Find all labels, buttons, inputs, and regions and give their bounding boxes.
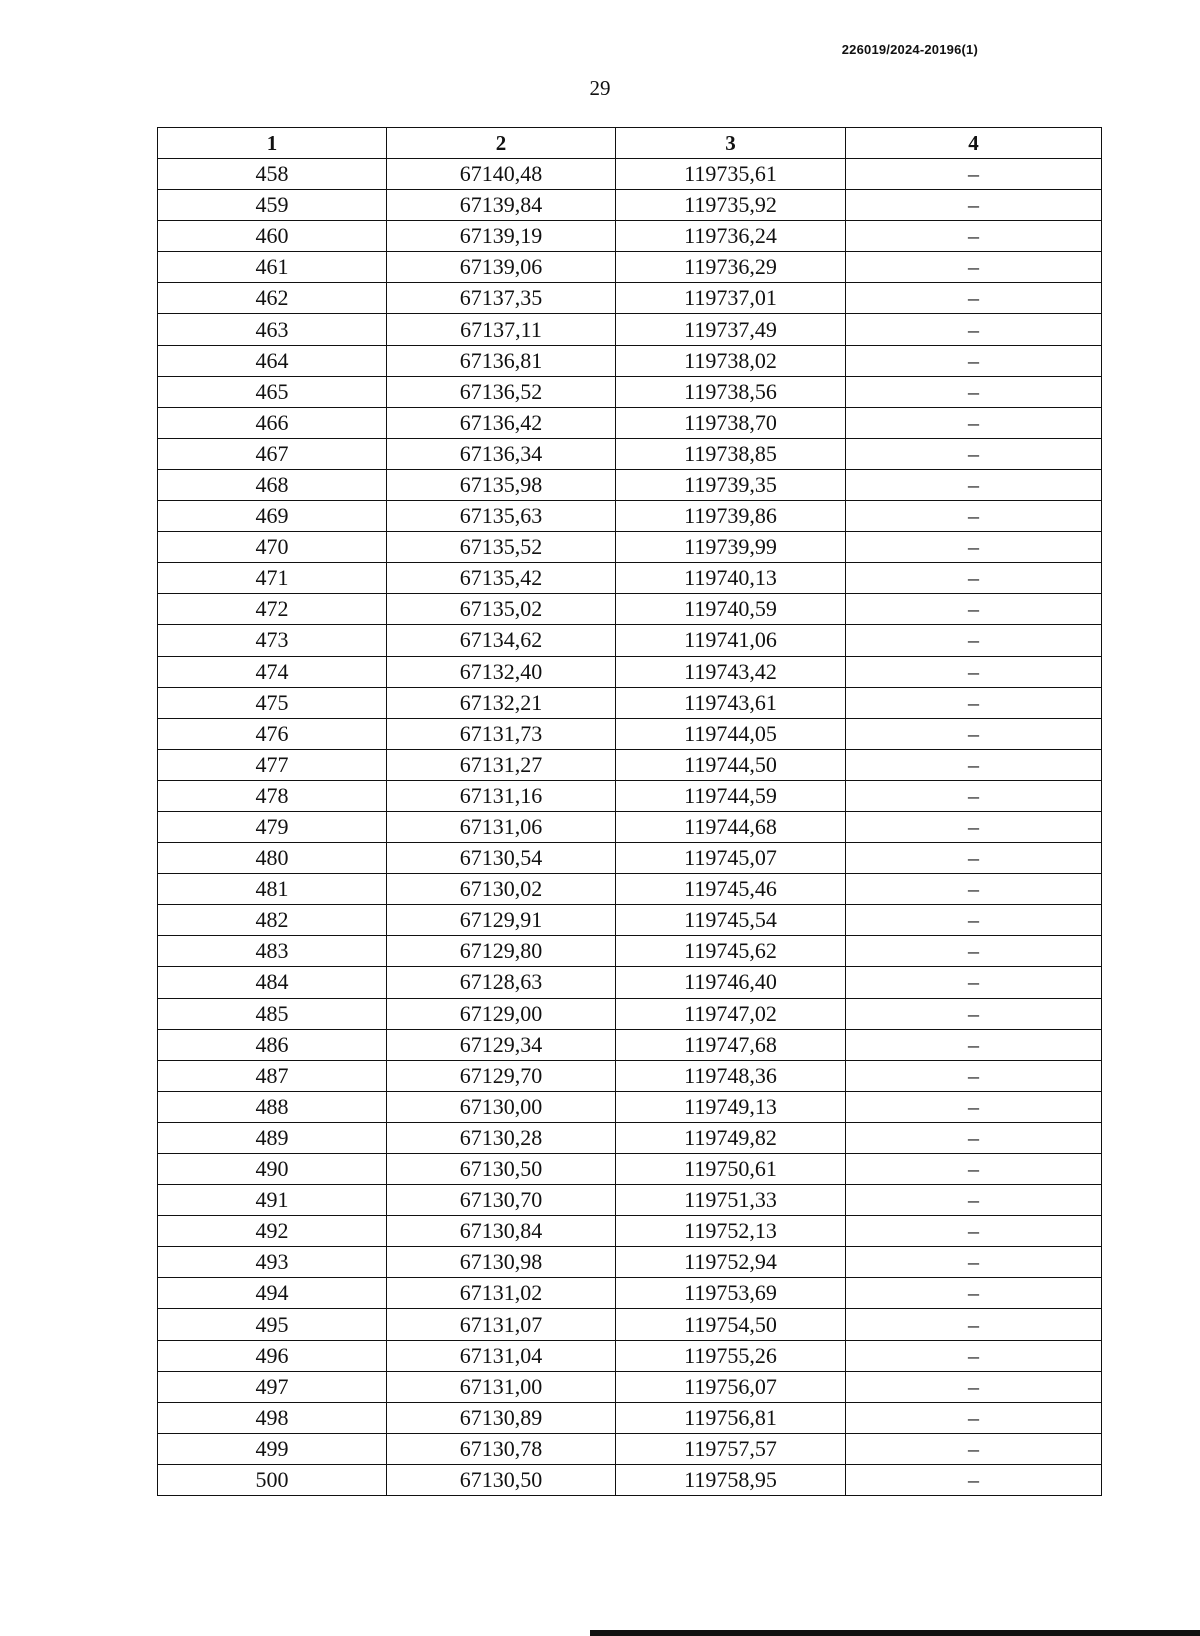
- x-coordinate-cell: 67137,35: [387, 283, 616, 314]
- note-cell: –: [846, 501, 1102, 532]
- table-row: [158, 967, 1102, 998]
- table-row: [158, 687, 1102, 718]
- table-body: [158, 159, 1102, 1496]
- x-coordinate-cell: 67130,28: [387, 1122, 616, 1153]
- note-cell: –: [846, 252, 1102, 283]
- x-coordinate-cell: 67134,62: [387, 625, 616, 656]
- note-cell: –: [846, 1185, 1102, 1216]
- y-coordinate-cell: 119753,69: [616, 1278, 846, 1309]
- table-row: [158, 1122, 1102, 1153]
- x-coordinate-cell: 67131,27: [387, 749, 616, 780]
- note-cell: –: [846, 407, 1102, 438]
- x-coordinate-cell: 67129,91: [387, 905, 616, 936]
- x-coordinate-cell: 67137,11: [387, 314, 616, 345]
- x-coordinate-cell: 67135,02: [387, 594, 616, 625]
- x-coordinate-cell: 67129,34: [387, 1029, 616, 1060]
- x-coordinate-cell: 67130,98: [387, 1247, 616, 1278]
- point-number-cell: 487: [158, 1060, 387, 1091]
- table-row: [158, 1464, 1102, 1495]
- note-cell: –: [846, 967, 1102, 998]
- table-row: [158, 283, 1102, 314]
- point-number-cell: 459: [158, 190, 387, 221]
- x-coordinate-cell: 67130,70: [387, 1185, 616, 1216]
- table-row: [158, 314, 1102, 345]
- point-number-cell: 490: [158, 1154, 387, 1185]
- y-coordinate-cell: 119743,42: [616, 656, 846, 687]
- table-row: [158, 1185, 1102, 1216]
- y-coordinate-cell: 119749,82: [616, 1122, 846, 1153]
- page-number: 29: [589, 76, 611, 100]
- x-coordinate-cell: 67135,63: [387, 501, 616, 532]
- note-cell: –: [846, 221, 1102, 252]
- y-coordinate-cell: 119739,99: [616, 532, 846, 563]
- table-row: [158, 407, 1102, 438]
- note-cell: –: [846, 190, 1102, 221]
- point-number-cell: 470: [158, 532, 387, 563]
- table-row: [158, 376, 1102, 407]
- point-number-cell: 499: [158, 1433, 387, 1464]
- table-row: [158, 874, 1102, 905]
- table-row: [158, 190, 1102, 221]
- y-coordinate-cell: 119738,85: [616, 438, 846, 469]
- coordinates-table: [157, 127, 1102, 1496]
- table-row: [158, 843, 1102, 874]
- x-coordinate-cell: 67135,52: [387, 532, 616, 563]
- point-number-cell: 496: [158, 1340, 387, 1371]
- x-coordinate-cell: 67130,50: [387, 1154, 616, 1185]
- point-number-cell: 472: [158, 594, 387, 625]
- x-coordinate-cell: 67129,80: [387, 936, 616, 967]
- y-coordinate-cell: 119744,68: [616, 811, 846, 842]
- y-coordinate-cell: 119750,61: [616, 1154, 846, 1185]
- x-coordinate-cell: 67139,06: [387, 252, 616, 283]
- table-row: [158, 501, 1102, 532]
- note-cell: –: [846, 1029, 1102, 1060]
- x-coordinate-cell: 67136,52: [387, 376, 616, 407]
- x-coordinate-cell: 67131,04: [387, 1340, 616, 1371]
- table-row: [158, 532, 1102, 563]
- point-number-cell: 460: [158, 221, 387, 252]
- y-coordinate-cell: 119738,70: [616, 407, 846, 438]
- y-coordinate-cell: 119745,62: [616, 936, 846, 967]
- x-coordinate-cell: 67131,16: [387, 780, 616, 811]
- note-cell: –: [846, 1464, 1102, 1495]
- y-coordinate-cell: 119736,24: [616, 221, 846, 252]
- table-row: [158, 221, 1102, 252]
- note-cell: –: [846, 1060, 1102, 1091]
- table-row: [158, 1216, 1102, 1247]
- column-header-4: 4: [846, 128, 1102, 159]
- table-row: [158, 1309, 1102, 1340]
- note-cell: –: [846, 843, 1102, 874]
- note-cell: –: [846, 1433, 1102, 1464]
- note-cell: –: [846, 314, 1102, 345]
- note-cell: –: [846, 532, 1102, 563]
- note-cell: –: [846, 1278, 1102, 1309]
- y-coordinate-cell: 119751,33: [616, 1185, 846, 1216]
- y-coordinate-cell: 119748,36: [616, 1060, 846, 1091]
- y-coordinate-cell: 119744,05: [616, 718, 846, 749]
- y-coordinate-cell: 119752,13: [616, 1216, 846, 1247]
- y-coordinate-cell: 119756,81: [616, 1402, 846, 1433]
- y-coordinate-cell: 119745,54: [616, 905, 846, 936]
- y-coordinate-cell: 119744,59: [616, 780, 846, 811]
- note-cell: –: [846, 656, 1102, 687]
- x-coordinate-cell: 67135,42: [387, 563, 616, 594]
- table-row: [158, 1060, 1102, 1091]
- x-coordinate-cell: 67130,50: [387, 1464, 616, 1495]
- x-coordinate-cell: 67132,21: [387, 687, 616, 718]
- note-cell: –: [846, 936, 1102, 967]
- point-number-cell: 486: [158, 1029, 387, 1060]
- note-cell: –: [846, 1340, 1102, 1371]
- note-cell: –: [846, 283, 1102, 314]
- point-number-cell: 491: [158, 1185, 387, 1216]
- table-row: [158, 1247, 1102, 1278]
- y-coordinate-cell: 119754,50: [616, 1309, 846, 1340]
- note-cell: –: [846, 594, 1102, 625]
- x-coordinate-cell: 67136,81: [387, 345, 616, 376]
- point-number-cell: 458: [158, 159, 387, 190]
- point-number-cell: 477: [158, 749, 387, 780]
- point-number-cell: 478: [158, 780, 387, 811]
- y-coordinate-cell: 119737,01: [616, 283, 846, 314]
- note-cell: –: [846, 1371, 1102, 1402]
- point-number-cell: 463: [158, 314, 387, 345]
- x-coordinate-cell: 67131,07: [387, 1309, 616, 1340]
- y-coordinate-cell: 119752,94: [616, 1247, 846, 1278]
- point-number-cell: 497: [158, 1371, 387, 1402]
- table-row: [158, 1029, 1102, 1060]
- note-cell: –: [846, 1247, 1102, 1278]
- y-coordinate-cell: 119735,92: [616, 190, 846, 221]
- point-number-cell: 495: [158, 1309, 387, 1340]
- table-row: [158, 1402, 1102, 1433]
- x-coordinate-cell: 67131,00: [387, 1371, 616, 1402]
- point-number-cell: 485: [158, 998, 387, 1029]
- point-number-cell: 500: [158, 1464, 387, 1495]
- note-cell: –: [846, 1216, 1102, 1247]
- x-coordinate-cell: 67139,84: [387, 190, 616, 221]
- y-coordinate-cell: 119756,07: [616, 1371, 846, 1402]
- note-cell: –: [846, 1122, 1102, 1153]
- note-cell: –: [846, 749, 1102, 780]
- point-number-cell: 488: [158, 1091, 387, 1122]
- table-row: [158, 1340, 1102, 1371]
- table-row: [158, 159, 1102, 190]
- point-number-cell: 473: [158, 625, 387, 656]
- table-row: [158, 625, 1102, 656]
- note-cell: –: [846, 1402, 1102, 1433]
- x-coordinate-cell: 67130,54: [387, 843, 616, 874]
- y-coordinate-cell: 119738,56: [616, 376, 846, 407]
- x-coordinate-cell: 67131,73: [387, 718, 616, 749]
- point-number-cell: 464: [158, 345, 387, 376]
- point-number-cell: 465: [158, 376, 387, 407]
- table-row: [158, 345, 1102, 376]
- note-cell: –: [846, 811, 1102, 842]
- point-number-cell: 484: [158, 967, 387, 998]
- y-coordinate-cell: 119739,35: [616, 469, 846, 500]
- table-row: [158, 936, 1102, 967]
- x-coordinate-cell: 67136,42: [387, 407, 616, 438]
- note-cell: –: [846, 438, 1102, 469]
- point-number-cell: 475: [158, 687, 387, 718]
- point-number-cell: 492: [158, 1216, 387, 1247]
- point-number-cell: 461: [158, 252, 387, 283]
- point-number-cell: 482: [158, 905, 387, 936]
- point-number-cell: 462: [158, 283, 387, 314]
- scan-edge-bar: [590, 1630, 1200, 1636]
- table-row: [158, 1278, 1102, 1309]
- point-number-cell: 467: [158, 438, 387, 469]
- y-coordinate-cell: 119745,07: [616, 843, 846, 874]
- y-coordinate-cell: 119741,06: [616, 625, 846, 656]
- note-cell: –: [846, 376, 1102, 407]
- note-cell: –: [846, 625, 1102, 656]
- x-coordinate-cell: 67129,00: [387, 998, 616, 1029]
- y-coordinate-cell: 119757,57: [616, 1433, 846, 1464]
- note-cell: –: [846, 469, 1102, 500]
- table-row: [158, 1154, 1102, 1185]
- document-id: 226019/2024-20196(1): [841, 42, 978, 57]
- point-number-cell: 483: [158, 936, 387, 967]
- point-number-cell: 469: [158, 501, 387, 532]
- table-row: [158, 1371, 1102, 1402]
- point-number-cell: 489: [158, 1122, 387, 1153]
- y-coordinate-cell: 119743,61: [616, 687, 846, 718]
- note-cell: –: [846, 998, 1102, 1029]
- y-coordinate-cell: 119740,13: [616, 563, 846, 594]
- point-number-cell: 481: [158, 874, 387, 905]
- y-coordinate-cell: 119740,59: [616, 594, 846, 625]
- y-coordinate-cell: 119744,50: [616, 749, 846, 780]
- table-row: [158, 780, 1102, 811]
- note-cell: –: [846, 905, 1102, 936]
- x-coordinate-cell: 67139,19: [387, 221, 616, 252]
- x-coordinate-cell: 67130,84: [387, 1216, 616, 1247]
- x-coordinate-cell: 67130,78: [387, 1433, 616, 1464]
- note-cell: –: [846, 687, 1102, 718]
- y-coordinate-cell: 119745,46: [616, 874, 846, 905]
- note-cell: –: [846, 1091, 1102, 1122]
- point-number-cell: 494: [158, 1278, 387, 1309]
- y-coordinate-cell: 119735,61: [616, 159, 846, 190]
- point-number-cell: 466: [158, 407, 387, 438]
- y-coordinate-cell: 119747,68: [616, 1029, 846, 1060]
- x-coordinate-cell: 67130,02: [387, 874, 616, 905]
- table-row: [158, 811, 1102, 842]
- y-coordinate-cell: 119749,13: [616, 1091, 846, 1122]
- table-row: [158, 749, 1102, 780]
- y-coordinate-cell: 119758,95: [616, 1464, 846, 1495]
- note-cell: –: [846, 563, 1102, 594]
- table-row: [158, 998, 1102, 1029]
- column-header-3: 3: [616, 128, 846, 159]
- x-coordinate-cell: 67128,63: [387, 967, 616, 998]
- point-number-cell: 471: [158, 563, 387, 594]
- y-coordinate-cell: 119738,02: [616, 345, 846, 376]
- table-row: [158, 594, 1102, 625]
- table-row: [158, 438, 1102, 469]
- y-coordinate-cell: 119736,29: [616, 252, 846, 283]
- note-cell: –: [846, 874, 1102, 905]
- point-number-cell: 493: [158, 1247, 387, 1278]
- table-row: [158, 905, 1102, 936]
- x-coordinate-cell: 67132,40: [387, 656, 616, 687]
- x-coordinate-cell: 67130,89: [387, 1402, 616, 1433]
- y-coordinate-cell: 119739,86: [616, 501, 846, 532]
- point-number-cell: 476: [158, 718, 387, 749]
- point-number-cell: 468: [158, 469, 387, 500]
- y-coordinate-cell: 119737,49: [616, 314, 846, 345]
- x-coordinate-cell: 67131,06: [387, 811, 616, 842]
- point-number-cell: 474: [158, 656, 387, 687]
- table-row: [158, 563, 1102, 594]
- point-number-cell: 480: [158, 843, 387, 874]
- x-coordinate-cell: 67130,00: [387, 1091, 616, 1122]
- table-row: [158, 469, 1102, 500]
- note-cell: –: [846, 718, 1102, 749]
- table-row: [158, 718, 1102, 749]
- table-header-row: [158, 128, 1102, 159]
- column-header-2: 2: [387, 128, 616, 159]
- table-row: [158, 1091, 1102, 1122]
- note-cell: –: [846, 345, 1102, 376]
- point-number-cell: 498: [158, 1402, 387, 1433]
- y-coordinate-cell: 119747,02: [616, 998, 846, 1029]
- note-cell: –: [846, 1154, 1102, 1185]
- point-number-cell: 479: [158, 811, 387, 842]
- column-header-1: 1: [158, 128, 387, 159]
- x-coordinate-cell: 67136,34: [387, 438, 616, 469]
- x-coordinate-cell: 67140,48: [387, 159, 616, 190]
- note-cell: –: [846, 159, 1102, 190]
- note-cell: –: [846, 1309, 1102, 1340]
- note-cell: –: [846, 780, 1102, 811]
- y-coordinate-cell: 119755,26: [616, 1340, 846, 1371]
- table-row: [158, 252, 1102, 283]
- x-coordinate-cell: 67129,70: [387, 1060, 616, 1091]
- table-row: [158, 656, 1102, 687]
- x-coordinate-cell: 67131,02: [387, 1278, 616, 1309]
- table-row: [158, 1433, 1102, 1464]
- x-coordinate-cell: 67135,98: [387, 469, 616, 500]
- y-coordinate-cell: 119746,40: [616, 967, 846, 998]
